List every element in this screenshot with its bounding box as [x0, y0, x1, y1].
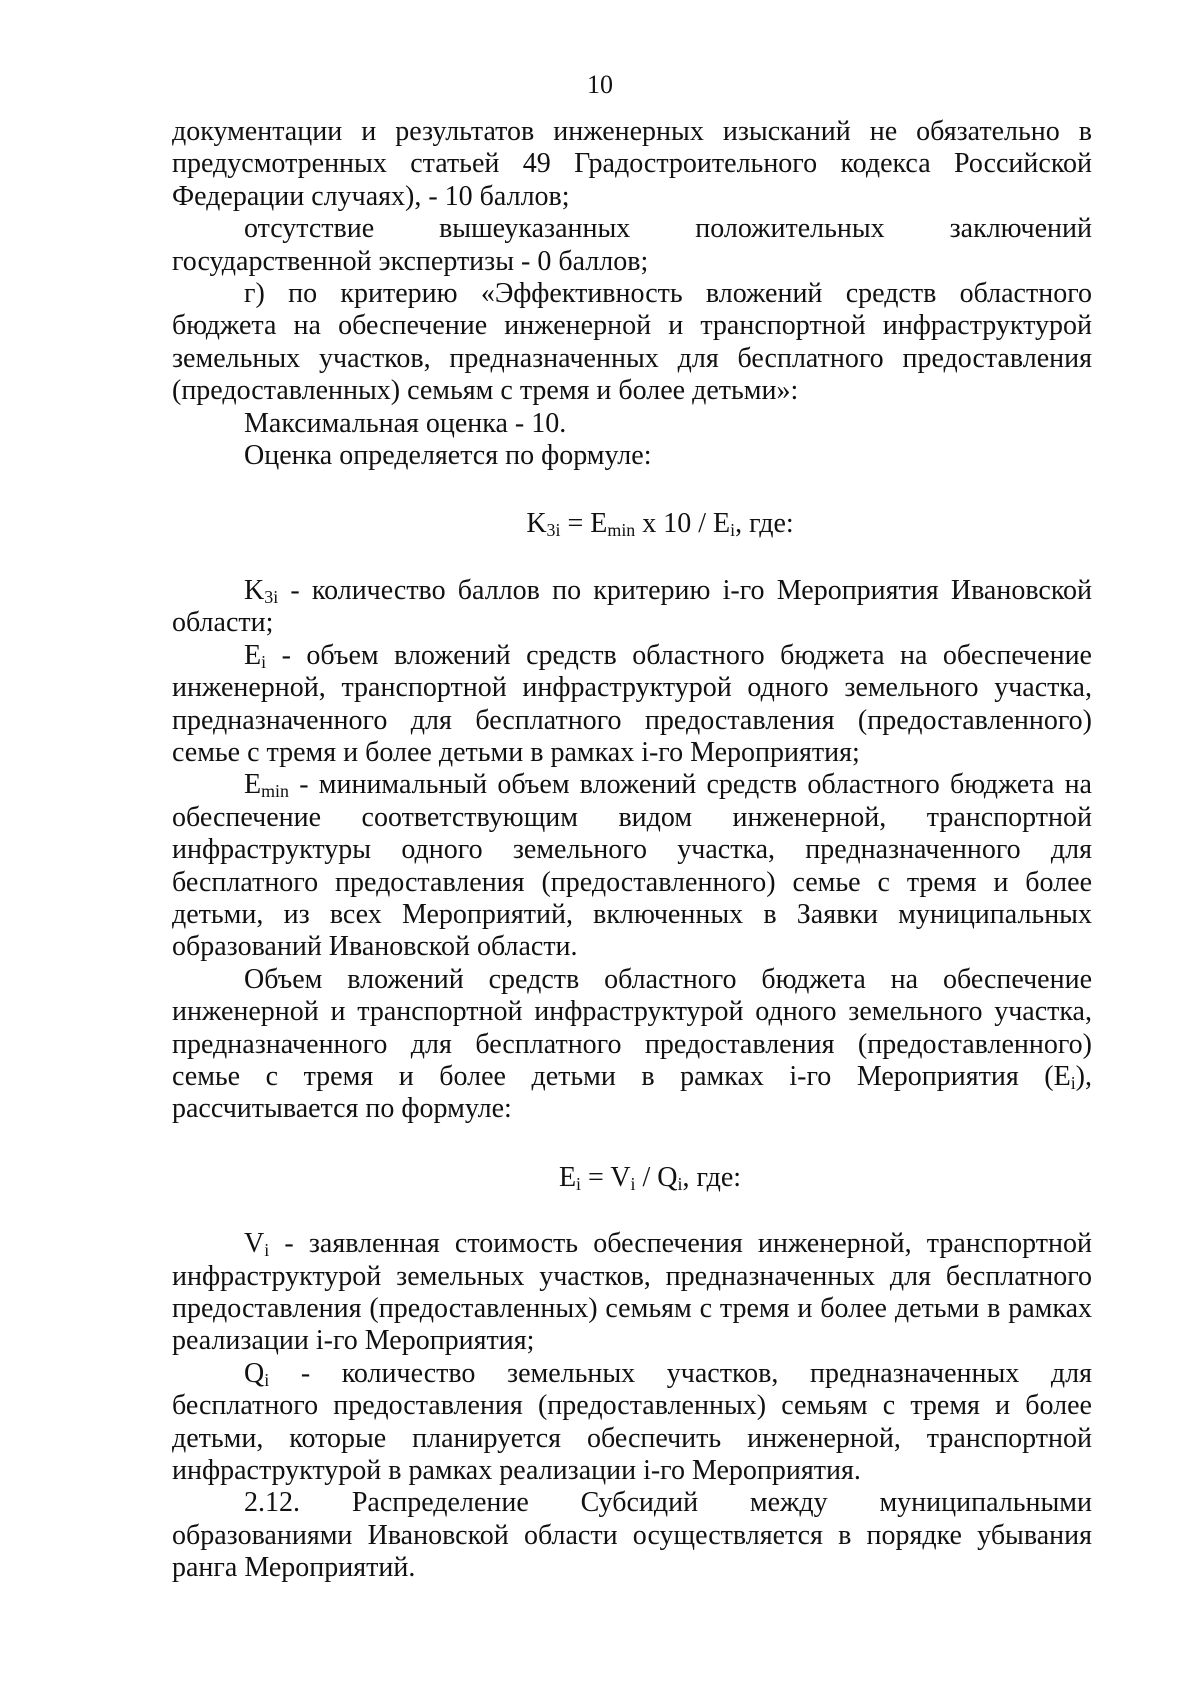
paragraph-formula-intro: Оценка определяется по формуле:	[244, 440, 652, 472]
paragraph-no-expertise: отсутствие вышеуказанных положительных заключений государственной экспертизы - 0 баллов;	[172, 213, 1092, 277]
paragraph-criterion-g: г) по критерию «Эффективность вложений средств областного бюджета на обеспечение инженерной и транспортной инфраструктурой земельных участков, предназначенных для бесплатного предоставления (предоставленных) семьям с тремя и более детьми»:	[172, 278, 1092, 407]
paragraph-2-12: 2.12. Распределение Субсидий между муниципальными образованиями Ивановской области осуществляется в порядке убывания ранга Мероприятий.	[172, 1487, 1092, 1584]
formula-ei: $E_i = V_i / Q_i$, где:	[558, 1161, 742, 1194]
definition-k3i: $K_{3i}$ - количество баллов по критерию i-го Мероприятия Ивановской области;	[172, 574, 1092, 639]
document-body	[172, 116, 1092, 1585]
page-number: 10	[587, 70, 613, 99]
definition-ei: $E_i$ - объем вложений средств областного бюджета на обеспечение инженерной, транспортной инфраструктурой одного земельного участка, предназначенного для бесплатного предоставления (предоставленного) семье с тремя и более детьми в рамках i-го Мероприятия;	[172, 639, 1092, 768]
definition-qi: $Q_i$ - количество земельных участков, предназначенных для бесплатного предоставления (предоставленных) семьям с тремя и более детьми, которые планируется обеспечить инженерной, транспортной инфраструктурой в рамках реализации i-го Мероприятия.	[172, 1357, 1092, 1487]
paragraph-max-score: Максимальная оценка - 10.	[244, 407, 567, 439]
paragraph-continuation: документации и результатов инженерных изысканий не обязательно в предусмотренных статьей 49 Градостроительного кодекса Российской Федерации случаях), - 10 баллов;	[172, 116, 1092, 212]
definition-vi: $V_i$ - заявленная стоимость обеспечения инженерной, транспортной инфраструктурой земельных участков, предназначенных для бесплатного предоставления (предоставленных) семьям с тремя и более детьми в рамках реализации i-го Мероприятия;	[172, 1228, 1092, 1357]
formula-k3i: $K_{3i} = E_{min}$ x $10 / E_i$, где:	[526, 508, 794, 541]
paragraph-volume: Объем вложений средств областного бюджета на обеспечение инженерной и транспортной инфраструктурой одного земельного участка, предназначенного для бесплатного предоставления (предоставленного) семье с тремя и более детьми в рамках i-го Мероприятия $(E_i)$, рассчитывается по формуле:	[172, 963, 1092, 1125]
definition-emin: $E_{min}$ - минимальный объем вложений средств областного бюджета на обеспечение соответствующим видом инженерной, транспортной инфраструктуры одного земельного участка, предназначенного для бесплатного предоставления (предоставленного) семье с тремя и более детьми, из всех Мероприятий, включенных в Заявки муниципальных образований Ивановской области.	[172, 769, 1092, 963]
